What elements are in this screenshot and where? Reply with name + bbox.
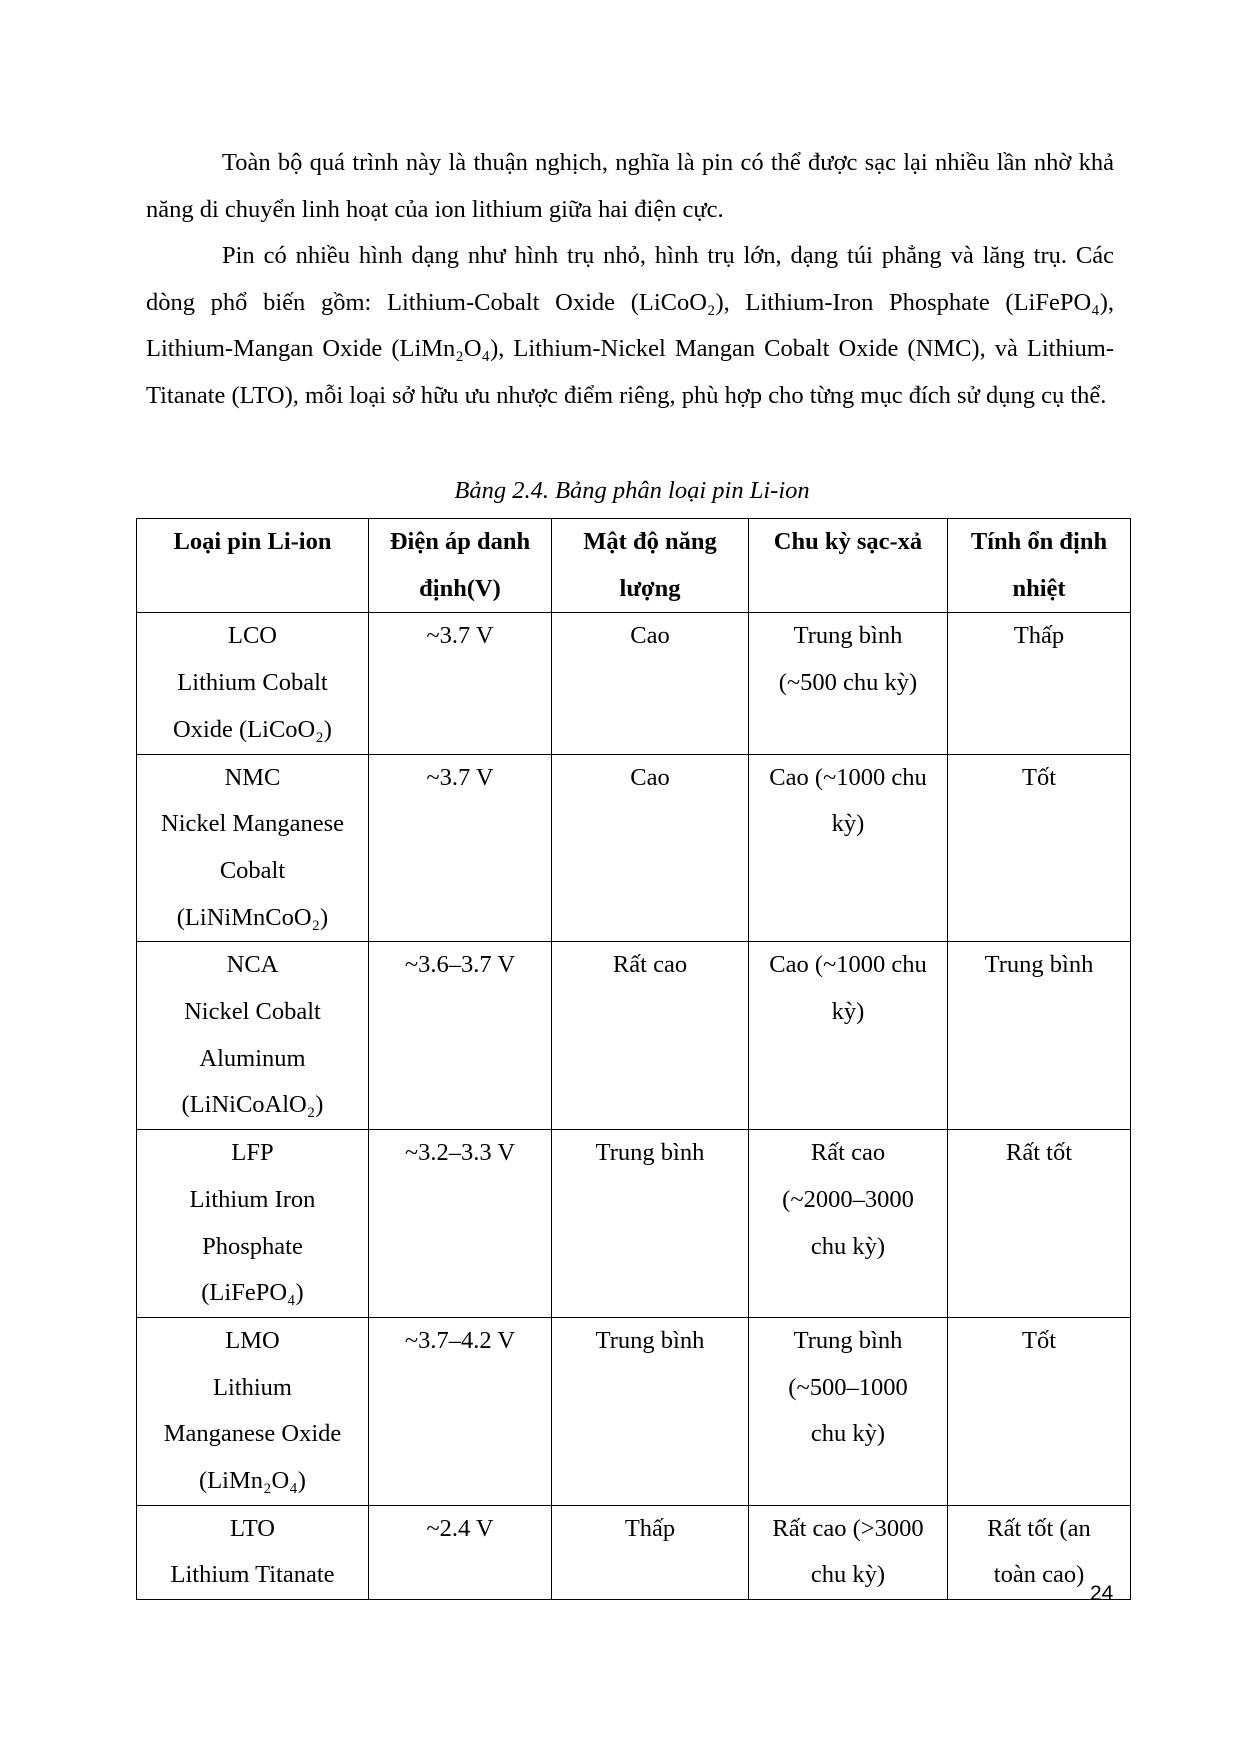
- cell-line: (~2000–3000: [782, 1185, 914, 1213]
- cell-line: Rất cao: [612, 951, 688, 979]
- cell-line: NMC: [224, 763, 281, 791]
- cell-line: Phosphate: [202, 1232, 303, 1260]
- cell-line: ~2.4 V: [426, 1514, 494, 1542]
- table-row: [137, 754, 1131, 942]
- cell-nominal-voltage: [369, 1505, 552, 1599]
- cell-thermal-stability: [948, 1130, 1131, 1318]
- cell-line: Cao: [630, 622, 670, 650]
- cell-energy-density: [552, 1130, 749, 1318]
- cell-thermal-stability: [948, 1317, 1131, 1505]
- cell-line: Lithium Iron: [189, 1185, 316, 1213]
- cell-charge-cycles: [749, 1505, 948, 1599]
- cell-line: (LiNiCoAlO₂): [181, 1091, 324, 1119]
- cell-nominal-voltage: [369, 754, 552, 942]
- cell-line: Aluminum: [199, 1044, 306, 1072]
- cell-line: chu kỳ): [810, 1232, 886, 1260]
- table-row: [137, 1130, 1131, 1318]
- cell-nominal-voltage: [369, 1130, 552, 1318]
- cell-line: Trung bình: [984, 951, 1094, 979]
- cell-thermal-stability: [948, 754, 1131, 942]
- cell-line: Nickel Cobalt: [184, 998, 321, 1026]
- cell-charge-cycles: [749, 1130, 948, 1318]
- cell-line: kỳ): [831, 810, 865, 838]
- table-row: [137, 1317, 1131, 1505]
- header-charge-cycles: Chu kỳ sạc-xả: [749, 519, 948, 613]
- cell-line: LMO: [225, 1326, 280, 1354]
- cell-line: ~3.6–3.7 V: [404, 951, 516, 979]
- table-header-row: [137, 519, 1131, 613]
- header-battery-type: Loại pin Li-ion: [137, 519, 369, 613]
- cell-thermal-stability: [948, 942, 1131, 1130]
- cell-line: Manganese Oxide: [163, 1420, 342, 1448]
- battery-classification-table: [136, 518, 1131, 1600]
- cell-line: ~3.7 V: [426, 763, 494, 791]
- cell-line: (LiFePO₄): [201, 1279, 304, 1307]
- header-nominal-voltage: Điện áp danh định(V): [369, 519, 552, 613]
- cell-line: Rất tốt (an: [987, 1514, 1091, 1542]
- cell-line: LFP: [231, 1139, 274, 1167]
- cell-nominal-voltage: [369, 1317, 552, 1505]
- cell-line: Cao: [630, 763, 670, 791]
- cell-line: (~500–1000: [788, 1373, 908, 1401]
- cell-energy-density: [552, 1317, 749, 1505]
- cell-line: ~3.7–4.2 V: [404, 1326, 516, 1354]
- cell-battery-type: [137, 942, 369, 1130]
- cell-line: Cao (~1000 chu: [769, 763, 927, 791]
- cell-battery-type: [137, 1130, 369, 1318]
- cell-charge-cycles: [749, 613, 948, 754]
- cell-line: Rất cao: [810, 1139, 886, 1167]
- cell-line: kỳ): [831, 998, 865, 1026]
- table-row: [137, 942, 1131, 1130]
- table-caption: Bảng 2.4. Bảng phân loại pin Li-ion: [454, 477, 810, 504]
- paragraph-battery-types: Pin có nhiều hình dạng như hình trụ nhỏ, hình trụ lớn, dạng túi phẳng và lăng trụ. Các dòng phổ biến gồm: Lithium-Cobalt Oxide (LiCoO₂), Lithium-Iron Phosphate (LiFePO₄), Lithium-Mangan Oxide (LiMn₂O₄), Lithium-Nickel Mangan Cobalt Oxide (NMC), và Lithium-Titanate (LTO), mỗi loại sở hữu ưu nhược điểm riêng, phù hợp cho từng mục đích sử dụng cụ thể.: [146, 242, 1114, 409]
- cell-line: Rất tốt: [1005, 1139, 1072, 1167]
- cell-energy-density: [552, 613, 749, 754]
- cell-line: Trung bình: [595, 1139, 705, 1167]
- cell-line: Oxide (LiCoO₂): [173, 715, 332, 743]
- cell-line: LTO: [230, 1514, 275, 1542]
- cell-line: Lithium Titanate: [170, 1561, 335, 1589]
- cell-line: chu kỳ): [810, 1420, 886, 1448]
- cell-line: chu kỳ): [810, 1561, 886, 1589]
- cell-line: (LiMn₂O₄): [199, 1467, 306, 1495]
- cell-line: Trung bình: [793, 1326, 903, 1354]
- cell-line: Tốt: [1021, 763, 1057, 791]
- cell-charge-cycles: [749, 942, 948, 1130]
- cell-line: NCA: [226, 951, 279, 979]
- cell-line: Nickel Manganese: [161, 810, 344, 838]
- cell-line: Tốt: [1021, 1326, 1057, 1354]
- header-energy-density: Mật độ năng lượng: [552, 519, 749, 613]
- header-thermal-stability: Tính ổn định nhiệt: [948, 519, 1131, 613]
- cell-line: Cobalt: [219, 856, 286, 884]
- cell-line: Trung bình: [793, 622, 903, 650]
- cell-thermal-stability: [948, 613, 1131, 754]
- page-number: 24: [1090, 1582, 1114, 1605]
- cell-battery-type: [137, 1317, 369, 1505]
- paragraph-reversible-process: Toàn bộ quá trình này là thuận nghịch, nghĩa là pin có thể được sạc lại nhiều lần nhờ khả năng di chuyển linh hoạt của ion lithium giữa hai điện cực.: [146, 149, 1114, 223]
- cell-line: ~3.7 V: [426, 622, 494, 650]
- cell-charge-cycles: [749, 1317, 948, 1505]
- cell-line: (~500 chu kỳ): [778, 669, 918, 697]
- cell-battery-type: [137, 613, 369, 754]
- cell-line: Lithium: [213, 1373, 292, 1401]
- cell-nominal-voltage: [369, 942, 552, 1130]
- cell-energy-density: [552, 754, 749, 942]
- table-row: [137, 613, 1131, 754]
- cell-charge-cycles: [749, 754, 948, 942]
- table-body: [137, 613, 1131, 1600]
- cell-line: toàn cao): [993, 1561, 1085, 1589]
- cell-energy-density: [552, 1505, 749, 1599]
- cell-line: LCO: [228, 622, 277, 650]
- cell-line: (LiNiMnCoO₂): [176, 903, 329, 931]
- cell-battery-type: [137, 754, 369, 942]
- cell-line: Rất cao (>3000: [772, 1514, 924, 1542]
- cell-battery-type: [137, 1505, 369, 1599]
- cell-line: Thấp: [624, 1514, 676, 1542]
- cell-line: Thấp: [1013, 622, 1065, 650]
- table-row: [137, 1505, 1131, 1599]
- cell-line: Lithium Cobalt: [177, 669, 328, 697]
- cell-energy-density: [552, 942, 749, 1130]
- cell-line: Cao (~1000 chu: [769, 951, 927, 979]
- cell-nominal-voltage: [369, 613, 552, 754]
- cell-line: Trung bình: [595, 1326, 705, 1354]
- cell-line: ~3.2–3.3 V: [404, 1139, 516, 1167]
